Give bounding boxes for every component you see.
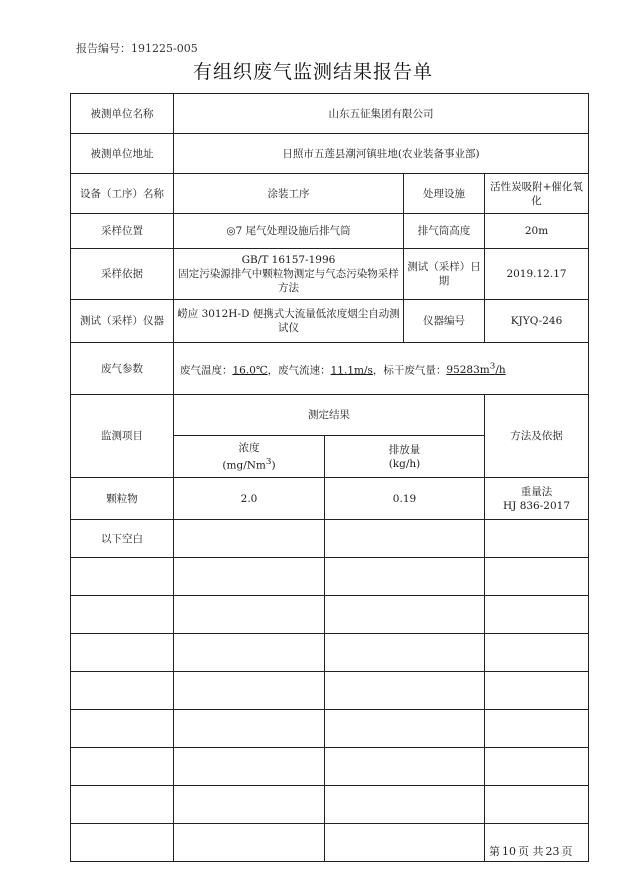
empty-cell	[485, 786, 589, 824]
equipment-label: 设备（工序）名称	[71, 174, 174, 214]
empty-cell	[71, 596, 174, 634]
gas-temp-label: 废气温度：	[180, 364, 233, 377]
empty-cell	[174, 710, 325, 748]
empty-cell	[71, 748, 174, 786]
gas-params-row	[71, 343, 589, 395]
gas-flow-value: 11.1m/s	[330, 364, 373, 377]
emission-header	[325, 436, 485, 478]
document-title: 有组织废气监测结果报告单	[192, 61, 433, 83]
page-prefix: 第	[489, 845, 500, 858]
result-method-standard: HJ 836-2017	[502, 499, 570, 512]
empty-cell	[325, 634, 485, 672]
result-row	[71, 478, 589, 520]
unit-name-label: 被测单位名称	[71, 94, 174, 134]
empty-cell	[71, 672, 174, 710]
facility-label: 处理设施	[404, 174, 485, 214]
empty-cell	[485, 672, 589, 710]
empty-cell	[485, 710, 589, 748]
empty-cell	[174, 748, 325, 786]
sampling-basis-value	[174, 249, 404, 300]
result-method-name: 重量法	[520, 485, 553, 498]
dry-gas-number: 95283m	[446, 364, 490, 377]
page-total: 23	[545, 845, 560, 858]
empty-cell	[71, 634, 174, 672]
empty-cell	[71, 710, 174, 748]
sampling-basis-standard: GB/T 16157-1996	[241, 254, 336, 266]
empty-cell	[325, 710, 485, 748]
sampling-basis-row	[71, 249, 589, 300]
empty-row	[71, 748, 589, 786]
empty-cell	[325, 786, 485, 824]
empty-cell	[174, 672, 325, 710]
empty-cell	[485, 634, 589, 672]
empty-cell	[174, 824, 325, 862]
concentration-header	[174, 436, 325, 478]
unit-name-value: 山东五征集团有限公司	[174, 94, 589, 134]
instrument-number-label: 仪器编号	[404, 300, 485, 343]
report-number-value: 191225-005	[131, 42, 198, 55]
unit-name-row	[71, 94, 589, 134]
empty-row	[71, 710, 589, 748]
empty-cell	[174, 596, 325, 634]
empty-cell	[174, 634, 325, 672]
concentration-unit-prefix: (mg/Nm	[222, 459, 266, 472]
gas-temp-value: 16.0℃	[232, 364, 268, 377]
result-item: 颗粒物	[71, 478, 174, 520]
unit-address-label: 被测单位地址	[71, 134, 174, 174]
method-header: 方法及依据	[485, 395, 589, 478]
facility-value: 活性炭吸附+催化氧化	[485, 174, 589, 214]
equipment-row	[71, 174, 589, 214]
test-date-value: 2019.12.17	[485, 249, 589, 300]
instrument-row	[71, 300, 589, 343]
empty-cell	[174, 558, 325, 596]
sampling-basis-label: 采样依据	[71, 249, 174, 300]
sampling-position-row	[71, 214, 589, 249]
page-current: 10	[502, 845, 516, 858]
concentration-unit-sup: 3	[265, 456, 272, 467]
gas-params-value	[174, 343, 589, 395]
empty-row	[71, 786, 589, 824]
result-header: 测定结果	[174, 395, 485, 436]
equipment-value: 涂装工序	[174, 174, 404, 214]
empty-cell	[485, 748, 589, 786]
instrument-value: 崂应 3012H-D 便携式大流量低浓度烟尘自动测试仪	[174, 300, 404, 343]
empty-cell	[174, 786, 325, 824]
empty-cell	[71, 824, 174, 862]
results-header-row	[71, 395, 589, 436]
empty-cell	[325, 520, 485, 558]
result-emission: 0.19	[325, 478, 485, 520]
blank-row	[71, 520, 589, 558]
stack-height-label: 排气筒高度	[404, 214, 485, 249]
empty-cell	[485, 558, 589, 596]
monitoring-item-header: 监测项目	[71, 395, 174, 478]
empty-row	[71, 634, 589, 672]
instrument-number-value: KJYQ-246	[485, 300, 589, 343]
empty-cell	[325, 558, 485, 596]
concentration-unit	[177, 455, 321, 473]
empty-row	[71, 596, 589, 634]
sampling-position-label: 采样位置	[71, 214, 174, 249]
empty-cell	[325, 748, 485, 786]
empty-row	[71, 672, 589, 710]
empty-cell	[71, 786, 174, 824]
page-suffix: 页	[561, 845, 573, 858]
emission-label: 排放量	[388, 443, 421, 456]
test-date-label: 测试（采样）日期	[404, 249, 485, 300]
sampling-basis-title: 固定污染源排气中颗粒物测定与气态污染物采样方法	[178, 268, 399, 294]
stack-height-value: 20m	[485, 214, 589, 249]
dry-gas-label: ，标干废气量：	[372, 364, 447, 377]
gas-flow-label: ，废气流速：	[267, 364, 331, 377]
concentration-label: 浓度	[238, 441, 260, 454]
sampling-position-value: ◎7 尾气处理设施后排气筒	[174, 214, 404, 249]
page-middle: 页 共	[518, 845, 544, 858]
empty-cell	[485, 520, 589, 558]
empty-cell	[174, 520, 325, 558]
empty-row	[71, 558, 589, 596]
dry-gas-superscript: 3	[489, 361, 496, 372]
gas-params-label: 废气参数	[71, 343, 174, 395]
empty-cell	[325, 596, 485, 634]
report-number-label: 报告编号：	[76, 42, 131, 55]
result-concentration: 2.0	[174, 478, 325, 520]
result-method	[485, 478, 589, 520]
unit-address-value: 日照市五莲县潮河镇驻地(农业装备事业部)	[174, 134, 589, 174]
dry-gas-unit: /h	[495, 364, 506, 377]
dry-gas-value	[446, 361, 506, 377]
empty-cell	[485, 596, 589, 634]
report-table	[70, 93, 589, 862]
instrument-label: 测试（采样）仪器	[71, 300, 174, 343]
empty-cell	[325, 824, 485, 862]
empty-cell	[71, 558, 174, 596]
concentration-unit-suffix: )	[271, 459, 276, 472]
page-footer	[488, 843, 574, 859]
blank-note: 以下空白	[71, 520, 174, 558]
emission-unit: (kg/h)	[388, 457, 421, 470]
report-number	[76, 40, 198, 56]
unit-address-row	[71, 134, 589, 174]
empty-cell	[325, 672, 485, 710]
